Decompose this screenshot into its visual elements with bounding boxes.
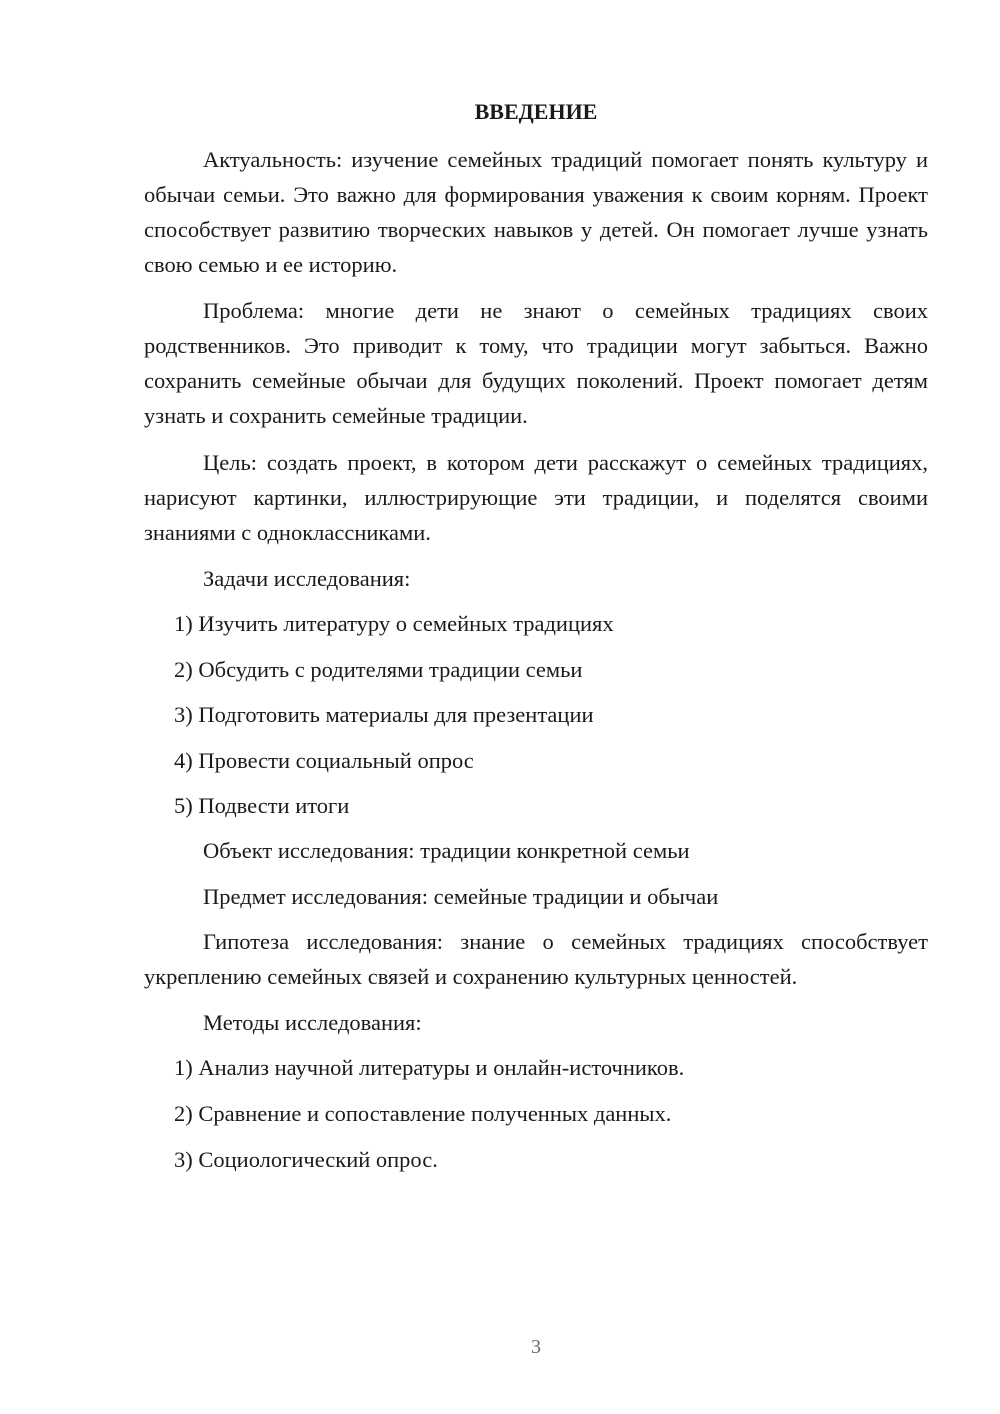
method-item-3: 3) Социологический опрос. <box>174 1147 438 1172</box>
tasks-list <box>144 606 928 823</box>
page-number: 3 <box>531 1336 541 1358</box>
hypothesis-paragraph <box>144 924 928 994</box>
goal-text: Цель: создать проект, в котором дети расскажут о семейных традициях, нарисуют картинки, иллюстрирующие эти традиции, и поделятся своими знаниями с одноклассниками. <box>144 450 928 545</box>
task-item-3: 3) Подготовить материалы для презентации <box>174 702 594 727</box>
subject-line <box>144 879 928 914</box>
relevance-text: Актуальность: изучение семейных традиций помогает понять культуру и обычаи семьи. Это важно для формирования уважения к своим корням. Проект способствует развитию творческих навыков у детей. Он помогает лучше узнать свою семью и ее историю. <box>144 147 928 277</box>
tasks-label-text: Задачи исследования: <box>203 566 411 591</box>
subject-text: Предмет исследования: семейные традиции и обычаи <box>203 884 719 909</box>
problem-text: Проблема: многие дети не знают о семейных традициях своих родственников. Это приводит к тому, что традиции могут забыться. Важно сохранить семейные обычаи для будущих поколений. Проект помогает детям узнать и сохранить семейные традиции. <box>144 298 928 428</box>
task-item-4: 4) Провести социальный опрос <box>174 747 474 773</box>
methods-list <box>144 1050 928 1177</box>
object-text: Объект исследования: традиции конкретной семьи <box>203 838 690 863</box>
section-heading: ВВЕДЕНИЕ <box>474 99 598 124</box>
task-item-2: 2) Обсудить с родителями традиции семьи <box>174 656 583 682</box>
object-line <box>144 833 928 868</box>
problem-paragraph <box>144 293 928 433</box>
goal-paragraph <box>144 445 928 550</box>
hypothesis-text: Гипотеза исследования: знание о семейных традициях способствует укреплению семейных связей и сохранению культурных ценностей. <box>144 929 928 989</box>
task-item-5: 5) Подвести итоги <box>174 793 350 818</box>
relevance-paragraph <box>144 142 928 282</box>
methods-label <box>144 1005 928 1040</box>
task-item-1: 1) Изучить литературу о семейных традициях <box>174 611 614 636</box>
tasks-label <box>144 561 928 596</box>
method-item-1: 1) Анализ научной литературы и онлайн-источников. <box>174 1055 685 1080</box>
method-item-2: 2) Сравнение и сопоставление полученных данных. <box>174 1101 672 1126</box>
methods-label-text: Методы исследования: <box>203 1010 422 1035</box>
